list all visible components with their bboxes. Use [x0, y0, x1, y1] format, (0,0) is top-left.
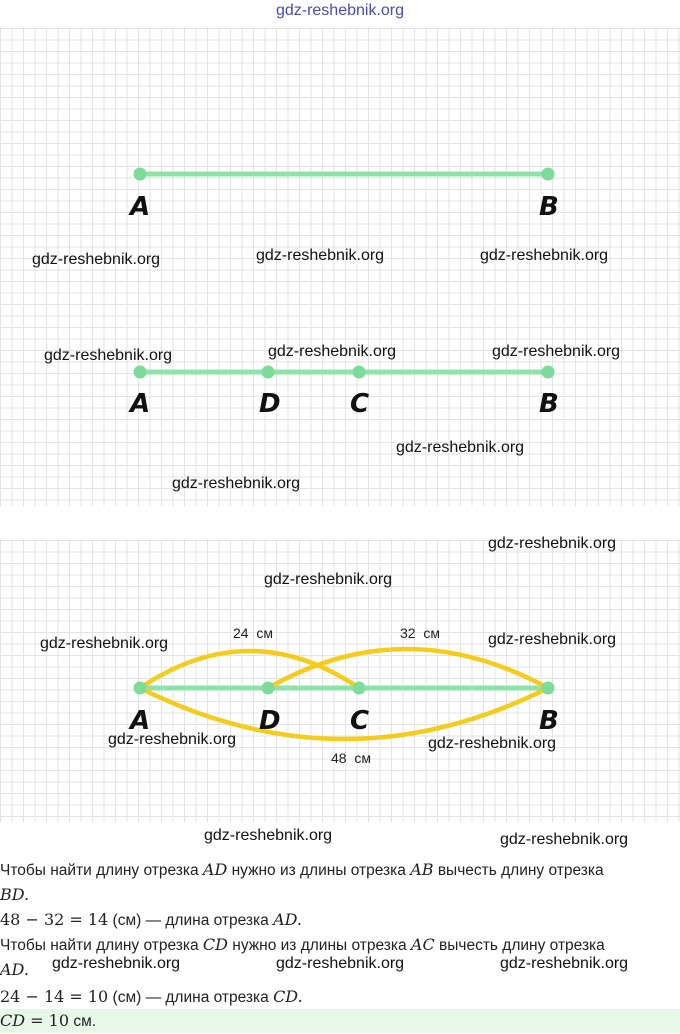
arc-ac — [140, 651, 359, 688]
label-c: C — [350, 389, 370, 419]
point-d — [262, 366, 275, 379]
label-c: C — [350, 706, 370, 736]
point-a — [134, 682, 147, 695]
solution-line-1: Чтобы найти длину отрезка AD нужно из длины отрезка AB вычесть длину отрезка — [0, 860, 604, 879]
watermark: gdz-reshebnik.org — [204, 827, 333, 844]
label-a: A — [130, 389, 151, 419]
watermark: gdz-reshebnik.org — [52, 955, 181, 972]
answer-line: CD = 10 см. — [0, 1009, 680, 1033]
watermark: gdz-reshebnik.org — [492, 343, 621, 360]
label-b: B — [539, 389, 559, 419]
point-a — [134, 168, 147, 181]
solution-line-6: 24 − 14 = 10 (см) — длина отрезка CD. — [0, 987, 303, 1006]
point-b — [542, 366, 555, 379]
solution-line-2: BD. — [0, 885, 30, 904]
label-a: A — [130, 706, 151, 736]
point-a — [134, 366, 147, 379]
arc-db-label: 32 см — [400, 625, 440, 641]
solution-line-5: AD. — [0, 960, 29, 979]
label-b: B — [539, 706, 559, 736]
arc-ab-label: 48 см — [331, 750, 371, 766]
watermark: gdz-reshebnik.org — [108, 731, 237, 748]
label-a: A — [130, 192, 151, 222]
arc-db — [268, 649, 548, 688]
watermark: gdz-reshebnik.org — [500, 955, 629, 972]
watermark: gdz-reshebnik.org — [500, 831, 629, 848]
solution-line-4: Чтобы найти длину отрезка CD нужно из длины отрезка AC вычесть длину отрезка — [0, 935, 605, 954]
label-b: B — [539, 192, 559, 222]
watermark: gdz-reshebnik.org — [480, 247, 609, 264]
watermark: gdz-reshebnik.org — [396, 439, 525, 456]
figure-segment-ab — [0, 150, 680, 230]
figure-segment-arcs — [0, 620, 680, 780]
watermark: gdz-reshebnik.org — [268, 343, 397, 360]
watermark: gdz-reshebnik.org — [264, 571, 393, 588]
figure-segment-adcb — [0, 348, 680, 428]
watermark: gdz-reshebnik.org — [488, 631, 617, 648]
watermark: gdz-reshebnik.org — [428, 735, 557, 752]
watermark: gdz-reshebnik.org — [32, 251, 161, 268]
point-c — [353, 366, 366, 379]
watermark-top: gdz-reshebnik.org — [275, 2, 405, 19]
watermark: gdz-reshebnik.org — [488, 535, 617, 552]
point-d — [262, 682, 275, 695]
arc-ac-label: 24 см — [233, 625, 273, 641]
label-d: D — [259, 706, 281, 736]
watermark: gdz-reshebnik.org — [172, 475, 301, 492]
watermark: gdz-reshebnik.org — [276, 955, 405, 972]
point-b — [542, 168, 555, 181]
point-b — [542, 682, 555, 695]
label-d: D — [259, 389, 281, 419]
watermark: gdz-reshebnik.org — [256, 247, 385, 264]
point-c — [353, 682, 366, 695]
watermark: gdz-reshebnik.org — [40, 635, 169, 652]
solution-line-3: 48 − 32 = 14 (см) — длина отрезка AD. — [0, 910, 302, 929]
watermark: gdz-reshebnik.org — [44, 347, 173, 364]
